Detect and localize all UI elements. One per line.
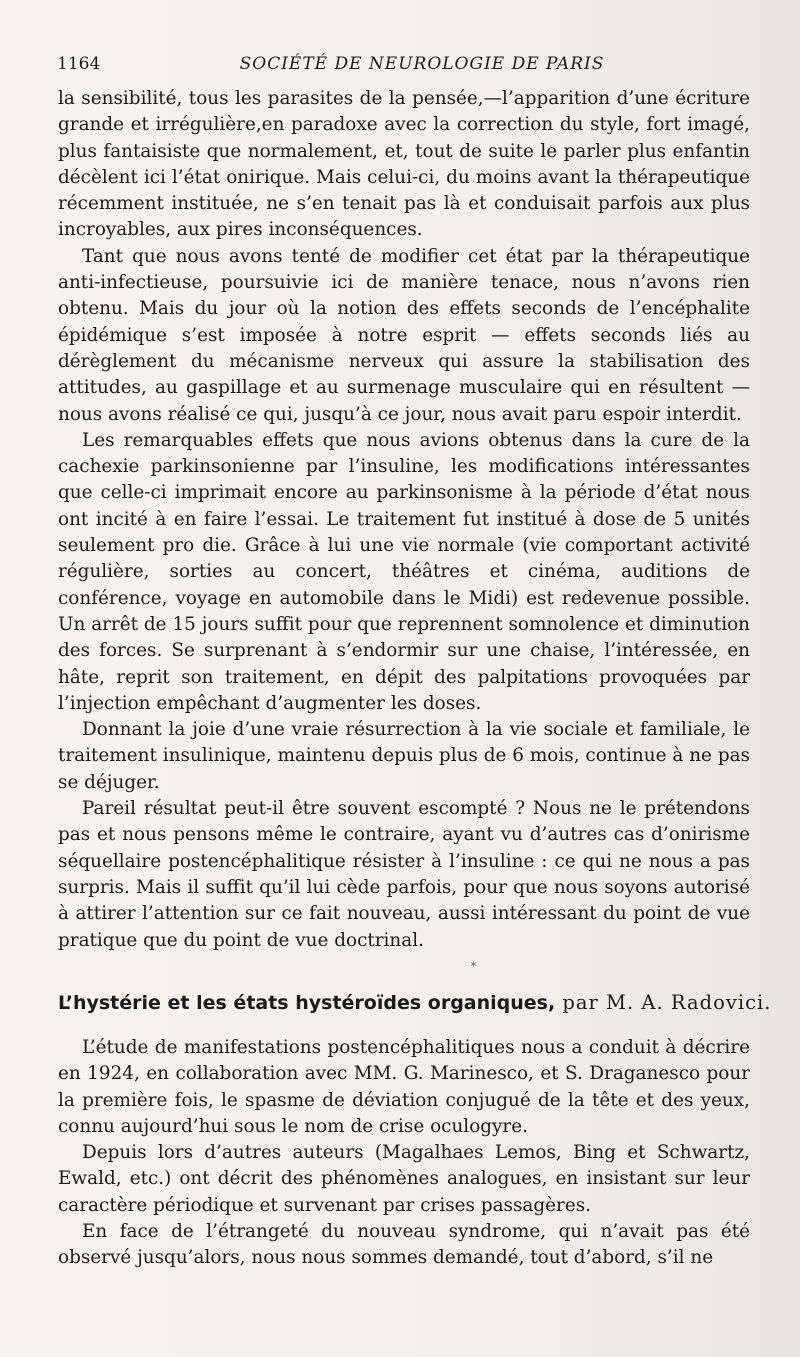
paragraph: Tant que nous avons tenté de modifier cet état par la thérapeutique anti-infectieuse, poursuivie ici de manière tenace, nous n’avons rien obtenu. Mais du jour où la notion des effets seconds de l’encéphalite épidémique s’est imposée à notre esprit — effets seconds liés au dérèglement du mécanisme nerveux qui assure la stabilisation des attitudes, au gaspillage et au surmenage musculaire qui en résultent — nous avons réalisé ce qui, jusqu’à ce jour, nous avait paru espoir interdit.: [58, 245, 750, 425]
paragraph: la sensibilité, tous les parasites de la pensée,—l’apparition d’une écriture grande et irrégulière,en paradoxe avec la correction du style, fort imagé, plus fantaisiste que normalement, et, tout de suite le parler plus enfantin décèlent ici l’état onirique. Mais celui-ci, du moins avant la thérapeutique récemment instituée, ne s’en tenait pas là et conduisait parfois aux plus incroyables, aux pires inconséquences.: [58, 88, 750, 241]
body-text-lower: [58, 1035, 750, 1272]
section-title: L’hystérie et les états hystéroïdes organiques,: [58, 992, 556, 1014]
running-head: SOCIÉTÉ DE NEUROLOGIE DE PARIS: [239, 54, 605, 74]
section-author: par M. A. Radovici.: [555, 991, 772, 1014]
paragraph: Depuis lors d’autres auteurs (Magalhaes Lemos, Bing et Schwartz, Ewald, etc.) ont décrit des phénomènes analogues, en insistant sur leur caractère périodique et survenant par crises passagères.: [58, 1142, 750, 1216]
paragraph: Donnant la joie d’une vraie résurrection à la vie sociale et familiale, le traitement insulinique, maintenu depuis plus de 6 mois, continue à ne pas se déjuger.: [58, 719, 750, 793]
page-number: 1164: [57, 54, 101, 74]
paragraph: L’étude de manifestations postencéphalitiques nous a conduit à décrire en 1924, en collaboration avec MM. G. Marinesco, et S. Draganesco pour la première fois, le spasme de déviation conjugué de la tête et des yeux, connu aujourd’hui sous le nom de crise oculogyre.: [58, 1037, 750, 1137]
paragraph: Pareil résultat peut-il être souvent escompté ? Nous ne le prétendons pas et nous pensons même le contraire, ayant vu d’autres cas d’onirisme séquellaire postencéphalitique résister à l’insuline : ce qui ne nous a pas surpris. Mais il suffit qu’il lui cède parfois, pour que nous soyons autorisé à attirer l’attention sur ce fait nouveau, aussi intéressant du point de vue pratique que du point de vue doctrinal.: [58, 798, 750, 951]
paragraph: En face de l’étrangeté du nouveau syndrome, qui n’avait pas été observé jusqu’alors, nous nous sommes demandé, tout d’abord, s’il ne: [58, 1221, 750, 1269]
page-header: [57, 52, 747, 76]
body-text-upper: [58, 86, 750, 954]
paragraph: Les remarquables effets que nous avions obtenus dans la cure de la cachexie parkinsonienne par l’insuline, les modifications intéressantes que celle-ci imprimait encore au parkinsonisme à la période d’état nous ont incité à en faire l’essai. Le traitement fut institué à dose de 5 unités seulement pro die. Grâce à lui une vie normale (vie comportant activité régulière, sorties au concert, théâtres et cinéma, auditions de conférence, voyage en automobile dans le Midi) est redevenue possible. Un arrêt de 15 jours suffit pour que reprennent somnolence et diminution des forces. Se surprenant à s’endormir sur une chaise, l’intéressée, en hâte, reprit son traitement, en dépit des palpitations provoquées par l’injection empêchant d’augmenter les doses.: [58, 429, 750, 714]
section-separator: *: [471, 960, 477, 973]
section-heading: [58, 989, 772, 1017]
